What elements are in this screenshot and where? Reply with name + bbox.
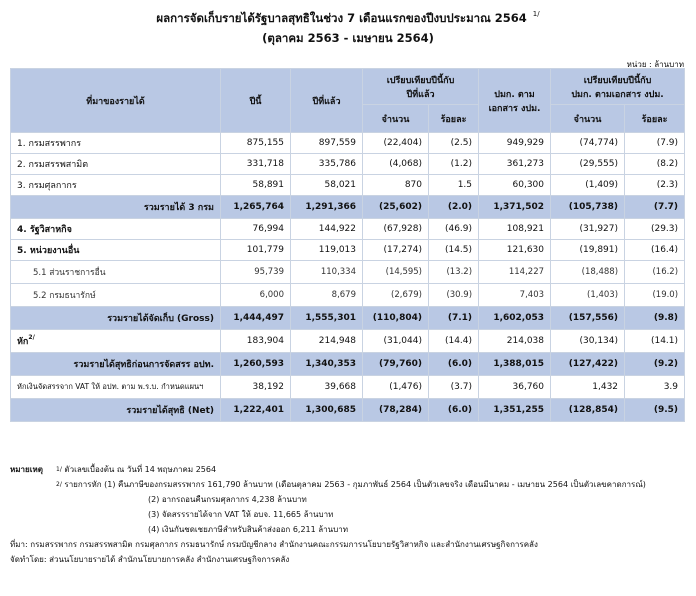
table-row: หัก$^{2/}$ 183,904 214,948 (31,044) (14.4) 214,038 (30,134) (14.1) — [11, 330, 685, 353]
unit-label: หน่วย : ล้านบาท — [626, 60, 684, 69]
report-title: ผลการจัดเก็บรายได้รัฐบาลสุทธิในช่วง 7 เดือนแรกของปีงบประมาณ 2564 $^{1/}$ — [156, 10, 540, 25]
note-1: หมายเหตุ $^{1/}$ ตัวเลขเบื้องต้น ณ วันที่ 14 พฤษภาคม 2564 — [10, 465, 217, 474]
note-2-item-2: (2) อากรถอนคืนกรมศุลกากร 4,238 ล้านบาท — [148, 495, 307, 504]
header-amount: จำนวน — [363, 105, 429, 133]
table-row: 5.2 กรมธนารักษ์ 6,000 8,679 (2,679) (30.9) 7,403 (1,403) (19.0) — [11, 284, 685, 307]
table-row: 4. รัฐวิสาหกิจ 76,994 144,922 (67,928) (46.9) 108,921 (31,927) (29.3) — [11, 219, 685, 240]
total-row: รวมรายได้จัดเก็บ (Gross) 1,444,497 1,555,301 (110,804) (7.1) 1,602,053 (157,556) (9.8) — [11, 307, 685, 330]
prepared-by-line: จัดทำโดย: ส่วนนโยบายรายได้ สำนักนโยบายการคลัง สำนักงานเศรษฐกิจการคลัง — [10, 555, 290, 564]
title-footnote-mark: 1/ — [532, 10, 540, 18]
table-row: 1. กรมสรรพากร 875,155 897,559 (22,404) (2.5) 949,929 (74,774) (7.9) — [11, 133, 685, 154]
header-last-year: ปีที่แล้ว — [291, 69, 363, 133]
header-source: ที่มาของรายได้ — [11, 69, 221, 133]
note-2-item-4: (4) เงินกันชดเชยภาษีสำหรับสินค้าส่งออก 6,211 ล้านบาท — [148, 525, 348, 534]
total-row: รวมรายได้สุทธิก่อนการจัดสรร อปท. 1,260,593 1,340,353 (79,760) (6.0) 1,388,015 (127,422) (9.2) — [11, 353, 685, 376]
revenue-table — [10, 68, 685, 422]
table-row: 5. หน่วยงานอื่น 101,779 119,013 (17,274) (14.5) 121,630 (19,891) (16.4) — [11, 240, 685, 261]
footnotes — [10, 462, 690, 567]
total-row: รวมรายได้สุทธิ (Net) 1,222,401 1,300,685 (78,284) (6.0) 1,351,255 (128,854) (9.5) — [11, 399, 685, 422]
header-amount-est: จำนวน — [551, 105, 625, 133]
note-2: $^{2/}$ รายการหัก (1) คืนภาษีของกรมสรรพากร 161,790 ล้านบาท (เดือนตุลาคม 2563 - กุมภาพันธ์ 2564 เป็นตัวเลขจริง เดือนมีนาคม - เมษายน 2564 เป็นตัวเลขคาดการณ์) — [56, 480, 646, 489]
table-row: 5.1 ส่วนราชการอื่น 95,739 110,334 (14,595) (13.2) 114,227 (18,488) (16.2) — [11, 261, 685, 284]
report-subtitle: (ตุลาคม 2563 - เมษายน 2564) — [262, 31, 434, 45]
note-2-item-3: (3) จัดสรรรายได้จาก VAT ให้ อบจ. 11,665 ล้านบาท — [148, 510, 334, 519]
table-row: 3. กรมศุลกากร 58,891 58,021 870 1.5 60,300 (1,409) (2.3) — [11, 175, 685, 196]
header-percent-est: ร้อยละ — [625, 105, 685, 133]
source-line: ที่มา: กรมสรรพากร กรมสรรพสามิต กรมศุลกากร กรมธนารักษ์ กรมบัญชีกลาง สำนักงานคณะกรรมการนโยบายรัฐวิสาหกิจ และสำนักงานเศรษฐกิจการคลัง — [10, 540, 538, 549]
header-this-year: ปีนี้ — [221, 69, 291, 133]
total-row: รวมรายได้ 3 กรม 1,265,764 1,291,366 (25,602) (2.0) 1,371,502 (105,738) (7.7) — [11, 196, 685, 219]
table-row: หักเงินจัดสรรจาก VAT ให้ อปท. ตาม พ.ร.บ. กำหนดแผนฯ 38,192 39,668 (1,476) (3.7) 36,760 1,432 3.9 — [11, 376, 685, 399]
header-compare-estimate: เปรียบเทียบปีนี้กับ ปมก. ตามเอกสาร งปม. — [551, 69, 685, 105]
table-row: 2. กรมสรรพสามิต 331,718 335,786 (4,068) (1.2) 361,273 (29,555) (8.2) — [11, 154, 685, 175]
header-estimate: ปมก. ตาม เอกสาร งปม. — [479, 69, 551, 133]
header-compare-last-year: เปรียบเทียบปีนี้กับ ปีที่แล้ว — [363, 69, 479, 105]
header-percent: ร้อยละ — [429, 105, 479, 133]
